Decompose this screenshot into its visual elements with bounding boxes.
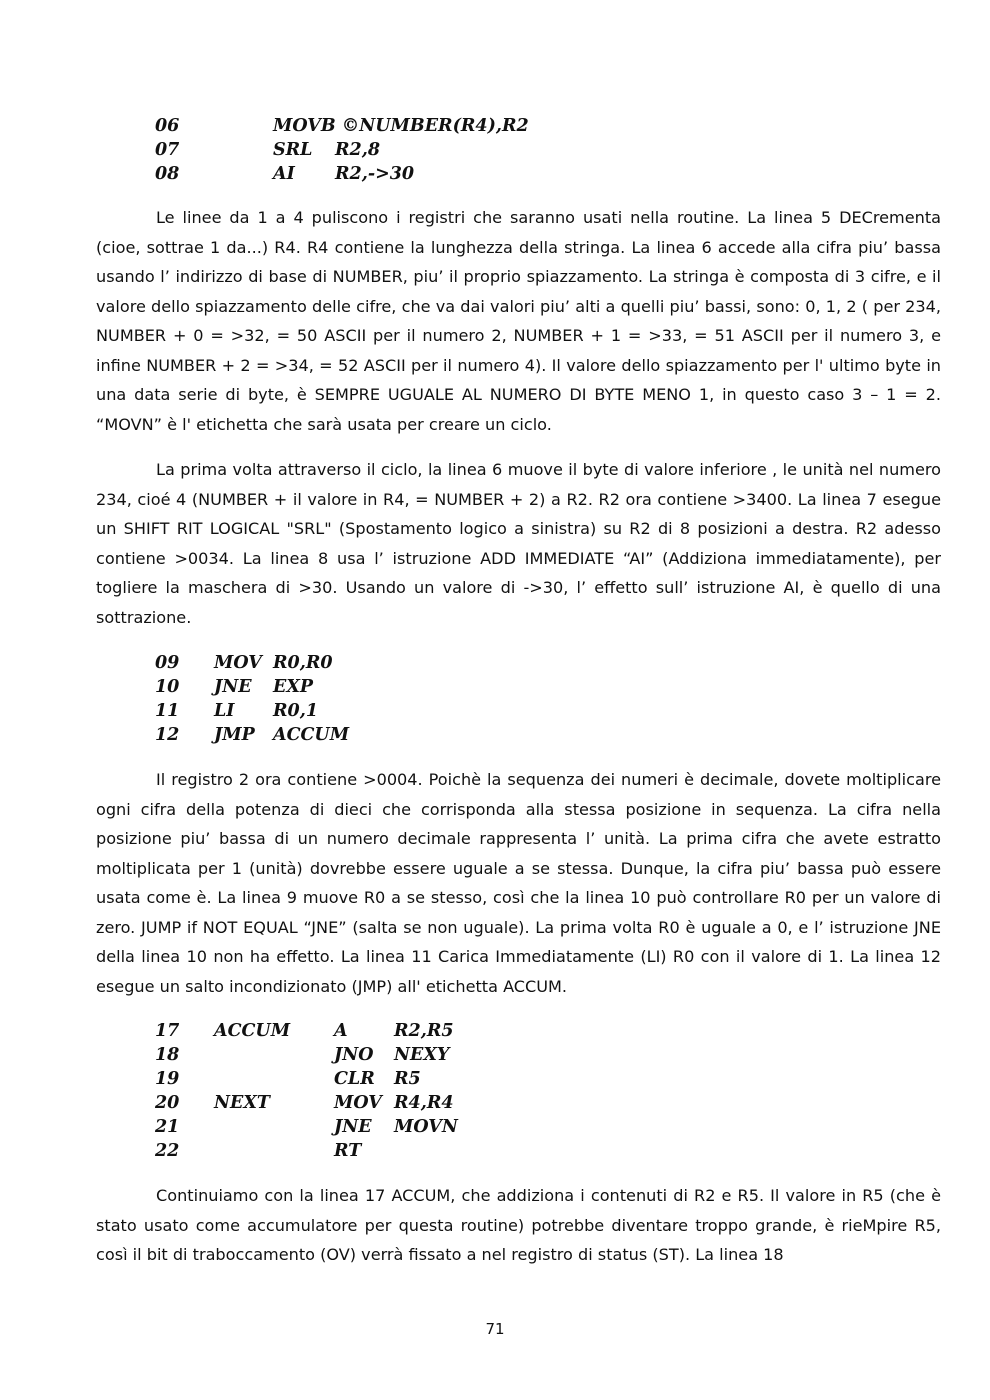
line-number: 10 <box>155 677 180 697</box>
instruction: JNE <box>214 677 252 697</box>
operand: R2,->30 <box>335 164 415 184</box>
paragraph-4 <box>96 1181 941 1270</box>
paragraph-text: Le linee da 1 a 4 puliscono i registri che saranno usati nella routine. La linea 5 DECrementa (cioe, sottrae 1 da...) R4. R4 contiene la lunghezza della stringa. La linea 6 accede alla cifra piu’ bassa usando l’ indirizzo di base di NUMBER, piu’ il proprio spiazzamento. La stringa è composta di 3 cifre, e il valore dello spiazzamento delle cifre, che va dai valori piu’ alti a quelli piu’ bassi, sono: 0, 1, 2 ( per 234, NUMBER + 0 = >32, = 50 ASCII per il numero 2, NUMBER + 1 = >33, = 51 ASCII per il numero 3, e infine NUMBER + 2 = >34, = 52 ASCII per il numero 4). Il valore dello spiazzamento per l' ultimo byte in una data serie di byte, è SEMPRE UGUALE AL NUMERO DI BYTE MENO 1, in questo caso 3 – 1 = 2. “MOVN” è l' etichetta che sarà usata per creare un ciclo. <box>96 208 941 434</box>
code-line <box>155 1067 421 1091</box>
instruction: MOV <box>334 1093 382 1113</box>
code-block-1 <box>155 114 529 186</box>
line-number: 22 <box>155 1141 180 1161</box>
code-block-3 <box>155 1019 458 1163</box>
instruction: SRL <box>273 140 313 160</box>
paragraph-text: Continuiamo con la linea 17 ACCUM, che addiziona i contenuti di R2 e R5. Il valore in R5 (che è stato usato come accumulatore per questa routine) potrebbe diventare troppo grande, è rieMpire R5, così il bit di traboccamento (OV) verrà fissato a nel registro di status (ST). La linea 18 <box>96 1186 941 1264</box>
instruction: JNO <box>334 1045 374 1065</box>
instruction: LI <box>214 701 235 721</box>
code-block-2 <box>155 651 350 747</box>
code-line <box>155 723 350 747</box>
operand: R4,R4 <box>394 1093 454 1113</box>
instruction: MOV <box>214 653 262 673</box>
line-number: 07 <box>155 140 180 160</box>
line-number: 19 <box>155 1069 180 1089</box>
operand: R0,R0 <box>273 653 333 673</box>
code-line <box>155 1139 362 1163</box>
instruction: CLR <box>334 1069 375 1089</box>
page-number: 71 <box>485 1320 505 1338</box>
label: NEXT <box>214 1093 270 1113</box>
instruction: RT <box>334 1141 362 1161</box>
code-line <box>155 138 380 162</box>
paragraph-text: La prima volta attraverso il ciclo, la linea 6 muove il byte di valore inferiore , le unità nel numero 234, cioé 4 (NUMBER + il valore in R4, = NUMBER + 2) a R2. R2 ora contiene >3400. La linea 7 esegue un SHIFT RIT LOGICAL "SRL" (Spostamento logico a sinistra) su R2 di 8 posizioni a destra. R2 adesso contiene >0034. La linea 8 usa l’ istruzione ADD IMMEDIATE “AI” (Addiziona immediatamente), per togliere la maschera di >30. Usando un valore di ->30, l’ effetto sull’ istruzione AI, è quello di una sottrazione. <box>96 460 941 627</box>
line-number: 12 <box>155 725 180 745</box>
paragraph-2 <box>96 455 941 632</box>
line-number: 11 <box>155 701 180 721</box>
operand: R2,R5 <box>394 1021 454 1041</box>
code-line <box>155 114 529 138</box>
code-line <box>155 651 333 675</box>
code-line <box>155 675 314 699</box>
paragraph-text: Il registro 2 ora contiene >0004. Poichè la sequenza dei numeri è decimale, dovete moltiplicare ogni cifra della potenza di dieci che corrisponda alla stessa posizione in sequenza. La cifra nella posizione piu’ bassa di un numero decimale rappresenta l’ unità. La prima cifra che avete estratto moltiplicata per 1 (unità) dovrebbe essere uguale a se stessa. Dunque, la cifra piu’ bassa può essere usata come è. La linea 9 muove R0 a se stesso, così che la linea 10 può controllare R0 per un valore di zero. JUMP if NOT EQUAL “JNE” (salta se non uguale). La prima volta R0 è uguale a 0, e l’ istruzione JNE della linea 10 non ha effetto. La linea 11 Carica Immediatamente (LI) R0 con il valore di 1. La linea 12 esegue un salto incondizionato (JMP) all' etichetta ACCUM. <box>96 770 941 996</box>
line-number: 09 <box>155 653 180 673</box>
line-number: 08 <box>155 164 180 184</box>
code-line <box>155 1091 454 1115</box>
line-number: 18 <box>155 1045 180 1065</box>
instruction: A <box>334 1021 348 1041</box>
operand: NEXY <box>394 1045 450 1065</box>
line-number: 17 <box>155 1021 180 1041</box>
instruction: AI <box>273 164 295 184</box>
code-line <box>155 699 318 723</box>
label: ACCUM <box>214 1021 291 1041</box>
paragraph-3 <box>96 765 941 1001</box>
code-line <box>155 1019 454 1043</box>
paragraph-1 <box>96 203 941 439</box>
line-number: 20 <box>155 1093 180 1113</box>
operand: MOVN <box>394 1117 458 1137</box>
line-number: 06 <box>155 116 180 136</box>
operand: ACCUM <box>273 725 350 745</box>
operand: EXP <box>273 677 314 697</box>
operand: R5 <box>394 1069 421 1089</box>
code-line <box>155 162 415 186</box>
instruction: JNE <box>334 1117 372 1137</box>
operand: R0,1 <box>273 701 318 721</box>
instruction: JMP <box>214 725 255 745</box>
operand: R2,8 <box>335 140 380 160</box>
instruction: MOVB ©NUMBER(R4),R2 <box>273 116 529 136</box>
line-number: 21 <box>155 1117 180 1137</box>
code-line <box>155 1115 458 1139</box>
code-line <box>155 1043 450 1067</box>
